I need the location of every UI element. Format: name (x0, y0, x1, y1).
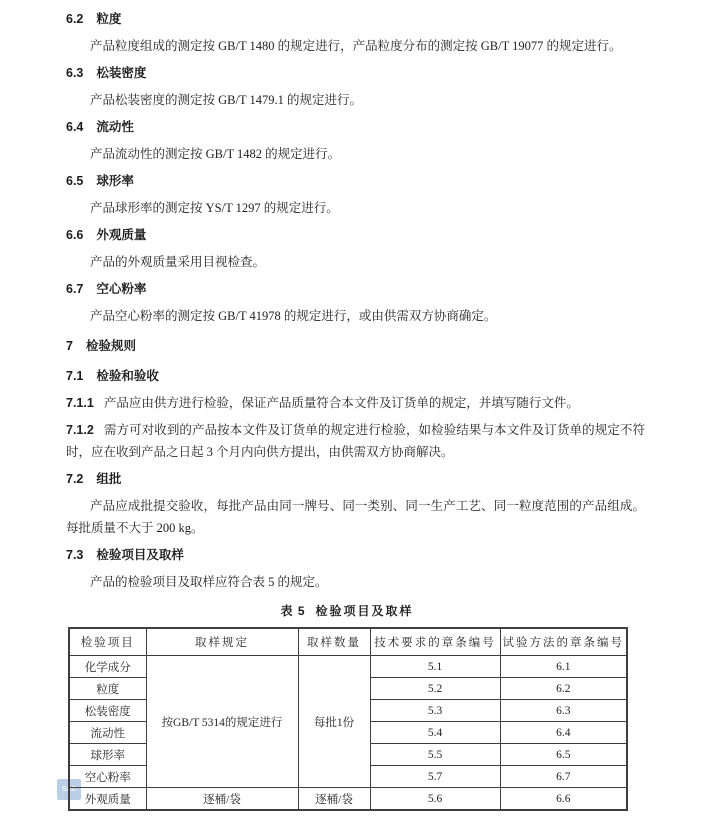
body-6-4: 产品流动性的测定按 GB/T 1482 的规定进行。 (90, 147, 341, 161)
body-6-5: 产品球形率的测定按 YS/T 1297 的规定进行。 (90, 201, 339, 215)
table-number: 表 5 (280, 604, 306, 618)
clause-number: 7.1 (66, 369, 84, 383)
table-caption (68, 601, 626, 621)
heading-6-4 (66, 116, 645, 138)
clause-number: 7.1.2 (66, 423, 94, 437)
cell-tech-clause: 5.6 (370, 788, 500, 811)
clause-title: 粒度 (96, 12, 122, 26)
clause-number: 7.2 (66, 472, 84, 486)
cell-item: 化学成分 (69, 656, 146, 678)
inspection-items-table (68, 627, 628, 811)
cell-tech-clause: 5.7 (370, 766, 500, 788)
clause-title: 外观质量 (96, 228, 147, 242)
clause-number: 6.3 (66, 66, 84, 80)
chapter-title: 检验规则 (85, 339, 136, 353)
table-row (69, 788, 627, 811)
cell-test-clause: 6.3 (500, 700, 627, 722)
heading-6-5 (66, 170, 645, 192)
cell-item: 外观质量 (69, 788, 146, 811)
cell-test-clause: 6.1 (500, 656, 627, 678)
clause-number: 6.4 (66, 120, 84, 134)
clause-title: 组批 (96, 472, 122, 486)
clause-number: 6.2 (66, 12, 84, 26)
document-content (66, 8, 645, 811)
cell-tech-clause: 5.4 (370, 722, 500, 744)
cell-sampling-qty: 逐桶/袋 (298, 788, 370, 811)
heading-7-1 (66, 365, 645, 387)
cell-item: 粒度 (69, 678, 146, 700)
cell-tech-clause: 5.1 (370, 656, 500, 678)
cell-tech-clause: 5.2 (370, 678, 500, 700)
heading-7 (66, 335, 645, 357)
cell-sampling-qty-merged: 每批1份 (298, 656, 370, 788)
clause-text: 需方可对收到的产品按本文件及订货单的规定进行检验，如检验结果与本文件及订货单的规定不符时，应在收到产品之日起 3 个月内向供方提出，由供需双方协商解决。 (66, 423, 645, 459)
heading-6-6 (66, 224, 645, 246)
cell-item: 球形率 (69, 744, 146, 766)
clause-number: 7.1.1 (66, 396, 94, 410)
clause-7-1-2 (66, 419, 645, 463)
heading-6-2 (66, 8, 645, 30)
clause-title: 流动性 (96, 120, 134, 134)
cell-tech-clause: 5.5 (370, 744, 500, 766)
clause-number: 6.7 (66, 282, 84, 296)
clause-7-1-1 (66, 392, 645, 414)
heading-7-2 (66, 468, 645, 490)
body-6-2: 产品粒度组成的测定按 GB/T 1480 的规定进行，产品粒度分布的测定按 GB/T 19077 的规定进行。 (90, 39, 622, 53)
body-6-6: 产品的外观质量采用目视检查。 (90, 255, 266, 269)
cell-test-clause: 6.7 (500, 766, 627, 788)
body-6-3: 产品松装密度的测定按 GB/T 1479.1 的规定进行。 (90, 93, 362, 107)
cell-sampling-rule-merged: 按GB/T 5314的规定进行 (146, 656, 298, 788)
heading-6-3 (66, 62, 645, 84)
clause-title: 松装密度 (96, 66, 147, 80)
col-header-item: 检验项目 (69, 628, 146, 656)
clause-text: 产品应由供方进行检验，保证产品质量符合本文件及订货单的规定，并填写随行文件。 (103, 396, 579, 410)
watermark-logo: SAC (57, 779, 81, 800)
cell-item: 空心粉率 (69, 766, 146, 788)
table-row (69, 656, 627, 678)
cell-test-clause: 6.4 (500, 722, 627, 744)
cell-test-clause: 6.6 (500, 788, 627, 811)
clause-title: 检验项目及取样 (96, 548, 184, 562)
table-title: 检验项目及取样 (315, 604, 414, 618)
clause-number: 6.6 (66, 228, 84, 242)
cell-tech-clause: 5.3 (370, 700, 500, 722)
cell-item: 流动性 (69, 722, 146, 744)
clause-title: 检验和验收 (96, 369, 159, 383)
cell-test-clause: 6.5 (500, 744, 627, 766)
col-header-tech-clause: 技术要求的章条编号 (370, 628, 500, 656)
cell-test-clause: 6.2 (500, 678, 627, 700)
chapter-number: 7 (66, 339, 73, 353)
clause-number: 6.5 (66, 174, 84, 188)
heading-7-3 (66, 544, 645, 566)
body-7-2: 产品应成批提交验收，每批产品由同一牌号、同一类别、同一生产工艺、同一粒度范围的产品组成。每批质量不大于 200 kg。 (66, 499, 645, 535)
clause-title: 球形率 (96, 174, 134, 188)
cell-item: 松装密度 (69, 700, 146, 722)
table-header-row (69, 628, 627, 656)
clause-number: 7.3 (66, 548, 84, 562)
col-header-sampling-qty: 取样数量 (298, 628, 370, 656)
col-header-test-clause: 试验方法的章条编号 (500, 628, 627, 656)
body-7-3: 产品的检验项目及取样应符合表 5 的规定。 (90, 575, 328, 589)
cell-sampling-rule: 逐桶/袋 (146, 788, 298, 811)
clause-title: 空心粉率 (96, 282, 147, 296)
col-header-sampling-rule: 取样规定 (146, 628, 298, 656)
body-6-7: 产品空心粉率的测定按 GB/T 41978 的规定进行，或由供需双方协商确定。 (90, 309, 497, 323)
heading-6-7 (66, 278, 645, 300)
